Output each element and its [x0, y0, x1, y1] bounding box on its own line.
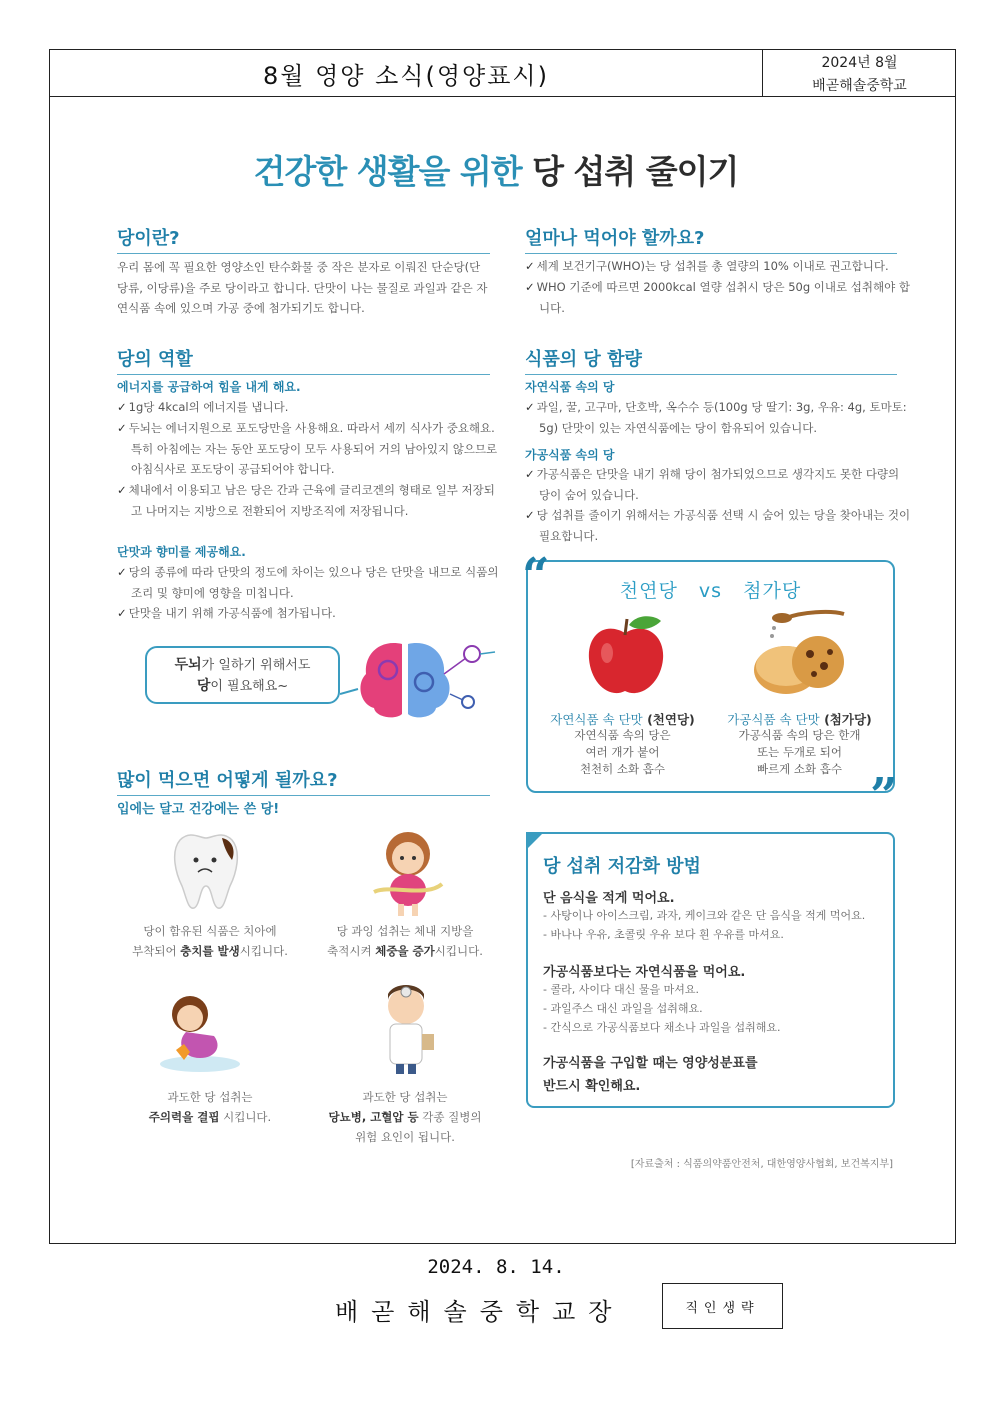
role-sub-energy: 에너지를 공급하여 힘을 내게 해요.	[117, 380, 301, 394]
source-note: [자료출처 : 식품의약품안전처, 대한영양사협회, 보건복지부]	[630, 1159, 893, 1170]
natural-desc-line: 천천히 소화 흡수	[579, 762, 666, 776]
caption-line: 당 과잉 섭취는 체내 지방을	[336, 924, 474, 938]
what-is-sugar-heading: 당이란?	[117, 224, 490, 254]
reduction-tip-heading: 반드시 확인해요.	[543, 1079, 641, 1094]
cavity-caption	[110, 921, 310, 961]
tooth-icon	[170, 830, 242, 912]
reduction-heading: 당 섭취 저감화 방법	[543, 856, 701, 877]
caption-text: 시킵니다.	[434, 944, 483, 958]
how-much-heading: 얼마나 먹어야 할까요?	[525, 224, 897, 254]
doctor-icon	[366, 980, 446, 1076]
header-date: 2024년 8월	[821, 54, 898, 71]
content-item: ✓ 당 섭취를 줄이기 위해서는 가공식품 선택 시 숨어 있는 당을 찾아내는 것이 필요합니다.	[525, 505, 911, 546]
how-much-item: ✓ WHO 기준에 따르면 2000kcal 열량 섭취시 당은 50g 이내로 섭취해야 합니다.	[525, 277, 911, 318]
role-item: ✓ 당의 종류에 따라 단맛의 정도에 차이는 있으나 당은 단맛을 내므로 식품의 조리 및 향미에 영향을 미칩니다.	[117, 562, 504, 603]
what-is-sugar-text: 우리 몸에 꼭 필요한 영양소인 탄수화물 중 작은 분자로 이뤄진 단순당(단당류, 이당류)을 주로 당이라고 합니다. 단맛이 나는 물질로 과일과 같은 자연식품 속에 있으며 가공 중에 첨가되기도 합니다.	[117, 260, 488, 315]
role-heading: 당의 역할	[117, 345, 490, 375]
caption-bold: 충치를 발생	[180, 944, 240, 958]
brain-illustration	[340, 634, 500, 724]
reduction-tip-item: - 바나나 우유, 초콜릿 우유 보다 흰 우유를 마셔요.	[543, 928, 784, 941]
caption-line: 당이 함유된 식품은 치아에	[143, 924, 277, 938]
principal-name: 배곧해솔중학교장	[335, 1298, 625, 1326]
too-much-heading: 많이 먹으면 어떻게 될까요?	[117, 766, 490, 796]
reduction-tip-item: - 간식으로 가공식품보다 채소나 과일을 섭취해요.	[543, 1021, 781, 1034]
added-desc-line: 빠르게 소화 흡수	[756, 762, 843, 776]
caption-bold: 당뇨병, 고혈압 등	[328, 1110, 419, 1124]
reduction-tip-heading: 가공식품보다는 자연식품을 먹어요.	[543, 965, 746, 980]
caption-text: 각종 질병의	[418, 1110, 482, 1124]
caption-text: 시킵니다.	[219, 1110, 272, 1124]
role-item: ✓ 단맛을 내기 위해 가공식품에 첨가됩니다.	[117, 603, 504, 624]
content-heading: 식품의 당 함량	[525, 345, 897, 375]
caption-text: 축적시켜	[327, 944, 376, 958]
newsletter-title: 8월 영양 소식(영양표시)	[263, 61, 549, 90]
open-quote-icon: “	[522, 548, 550, 604]
reduction-tip-item: - 콜라, 사이다 대신 물을 마셔요.	[543, 983, 699, 996]
added-sugar-desc	[712, 727, 887, 778]
caption-line: 과도한 당 섭취는	[362, 1090, 448, 1104]
reduction-tip-heading: 가공식품을 구입할 때는 영양성분표를	[543, 1056, 758, 1071]
reduction-tip-item: - 과일주스 대신 과일을 섭취해요.	[543, 1002, 703, 1015]
apple-icon	[585, 613, 667, 699]
role-sub-flavor: 단맛과 향미를 제공해요.	[117, 545, 246, 559]
weight-caption	[300, 921, 510, 961]
caption-line: 과도한 당 섭취는	[167, 1090, 253, 1104]
caption-bold: 체중을 증가	[375, 944, 435, 958]
compare-title: 천연당 vs 첨가당	[619, 580, 802, 602]
natural-desc-line: 여러 개가 붙어	[585, 745, 660, 759]
content-sub-processed: 가공식품 속의 당	[525, 448, 615, 462]
natural-label-text: 자연식품 속 단맛	[550, 712, 643, 727]
added-label-tag: (첨가당)	[819, 712, 872, 727]
how-much-item: ✓ 세계 보건기구(WHO)는 당 섭취를 총 열량의 10% 이내로 권고합니다.	[525, 256, 911, 277]
header-box	[49, 49, 956, 97]
distracted-child-icon	[156, 992, 242, 1074]
poster-title-blue: 건강한 생활을 위한	[253, 152, 522, 191]
brain-speech-box	[145, 646, 340, 704]
footer-date: 2024. 8. 14.	[427, 1256, 565, 1278]
header-school: 배곧해솔중학교	[812, 77, 907, 94]
cookie-icon	[752, 606, 848, 700]
seal-omitted-box: 직인생략	[662, 1283, 783, 1329]
caption-bold: 주의력을 결핍	[148, 1110, 220, 1124]
reduction-tip-item: - 사탕이나 아이스크림, 과자, 케이크와 같은 단 음식을 적게 먹어요.	[543, 909, 866, 922]
content-item: ✓ 과일, 꿀, 고구마, 단호박, 옥수수 등(100g 당 딸기: 3g, 우유: 4g, 토마토: 5g) 단맛이 있는 자연식품에는 당이 함유되어 있습니다.	[525, 397, 911, 438]
attention-caption	[110, 1087, 310, 1127]
speech-bold: 당	[196, 678, 211, 694]
speech-text: 이 필요해요~	[210, 679, 289, 694]
caption-text: 부착되어	[132, 944, 181, 958]
role-item: ✓ 1g당 4kcal의 에너지를 냅니다.	[117, 397, 504, 418]
reduction-tip-heading: 단 음식을 적게 먹어요.	[543, 891, 675, 906]
poster-title	[0, 146, 992, 193]
reduction-box-corner	[526, 832, 544, 850]
poster-title-dark: 당 섭취 줄이기	[521, 152, 739, 191]
added-sugar-label	[712, 710, 887, 728]
role-item: ✓ 체내에서 이용되고 남은 당은 간과 근육에 글리코겐의 형태로 일부 저장되고 나머지는 지방으로 전환되어 지방조직에 저장됩니다.	[117, 480, 504, 521]
content-sub-natural: 자연식품 속의 당	[525, 380, 615, 394]
natural-desc-line: 자연식품 속의 당은	[574, 728, 671, 742]
natural-label-tag: (천연당)	[642, 712, 695, 727]
speech-bold: 두뇌	[174, 657, 202, 673]
speech-text: 가 일하기 위해서도	[201, 658, 311, 673]
close-quote-icon: ”	[870, 768, 898, 824]
natural-sugar-label	[535, 710, 710, 728]
overweight-girl-icon	[370, 828, 446, 918]
content-item: ✓ 가공식품은 단맛을 내기 위해 당이 첨가되었으므로 생각지도 못한 다량의 당이 숨어 있습니다.	[525, 464, 911, 505]
added-desc-line: 가공식품 속의 당은 한개	[738, 728, 861, 742]
role-item: ✓ 두뇌는 에너지원으로 포도당만을 사용해요. 따라서 세끼 식사가 중요해요. 특히 아침에는 자는 동안 포도당이 모두 사용되어 거의 남아있지 않으므로 아침식사로 포도당이 공급되어야 합니다.	[117, 418, 504, 480]
header-meta	[762, 50, 956, 96]
caption-line: 위험 요인이 됩니다.	[355, 1130, 455, 1144]
added-desc-line: 또는 두개로 되어	[756, 745, 843, 759]
added-label-text: 가공식품 속 단맛	[727, 712, 820, 727]
disease-caption	[300, 1087, 510, 1147]
caption-text: 시킵니다.	[239, 944, 288, 958]
natural-sugar-desc	[535, 727, 710, 778]
too-much-sub: 입에는 달고 건강에는 쓴 당!	[117, 802, 280, 817]
